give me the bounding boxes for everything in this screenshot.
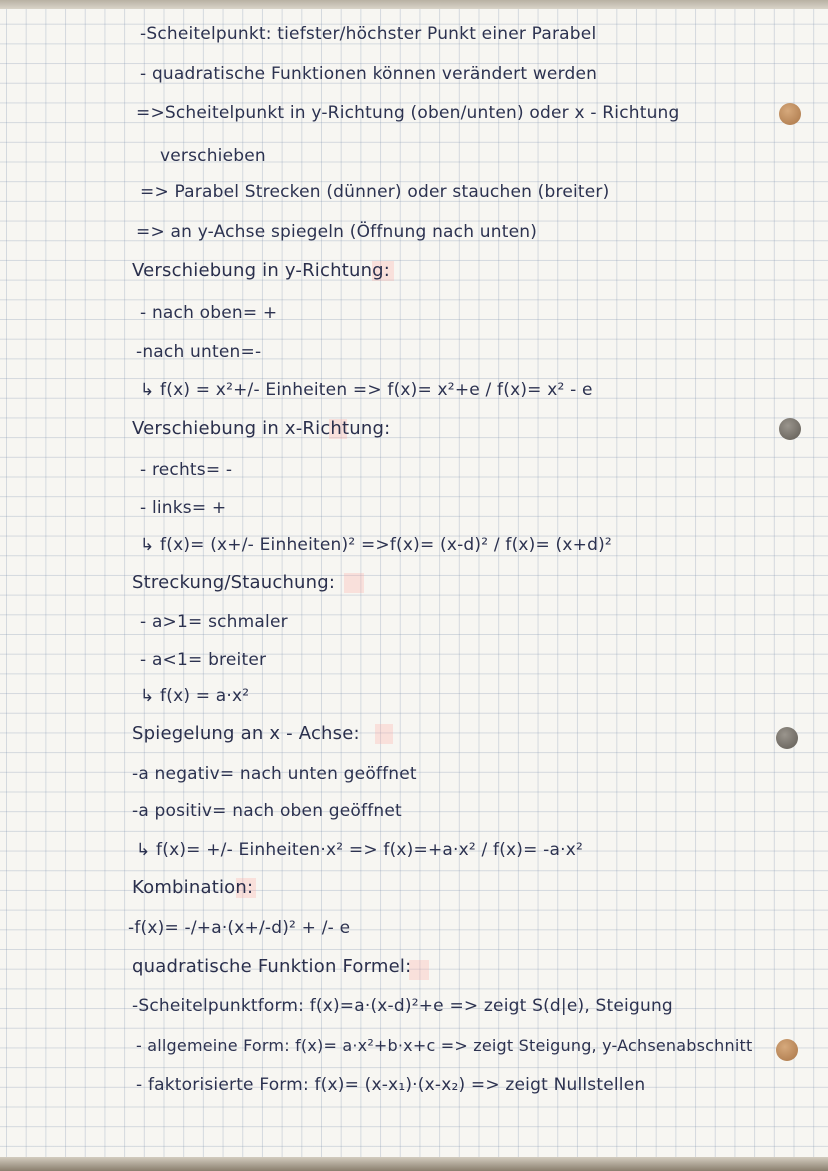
highlight-mark — [344, 573, 364, 593]
section-heading: Verschiebung in x-Richtung: — [132, 418, 391, 439]
note-line: -a positiv= nach oben geöffnet — [132, 801, 402, 821]
note-line: - quadratische Funktionen können verändert werden — [140, 64, 598, 84]
note-line: - nach oben= + — [140, 303, 278, 323]
note-line: =>Scheitelpunkt in y-Richtung (oben/unten) oder x - Richtung — [136, 103, 680, 123]
section-heading: Spiegelung an x - Achse: — [132, 723, 360, 744]
punch-hole-3 — [776, 727, 798, 749]
note-line: - faktorisierte Form: f(x)= (x-x₁)·(x-x₂) => zeigt Nullstellen — [136, 1075, 646, 1095]
note-line: - a<1= breiter — [140, 650, 267, 670]
note-line: verschieben — [160, 146, 266, 166]
page-bottom-edge — [0, 1157, 828, 1171]
section-heading: quadratische Funktion Formel: — [132, 956, 412, 977]
formula-line: ↳ f(x)= (x+/- Einheiten)² =>f(x)= (x-d)² / f(x)= (x+d)² — [140, 535, 612, 555]
note-line: - a>1= schmaler — [140, 612, 288, 632]
section-heading: Verschiebung in y-Richtung: — [132, 260, 391, 281]
highlight-mark — [375, 724, 393, 744]
note-line: - links= + — [140, 498, 227, 518]
formula-line: -f(x)= -/+a·(x+/-d)² + /- e — [128, 918, 351, 938]
note-line: -a negativ= nach unten geöffnet — [132, 764, 417, 784]
section-heading: Streckung/Stauchung: — [132, 572, 336, 593]
punch-hole-4 — [776, 1039, 798, 1061]
section-heading: Kombination: — [132, 877, 254, 898]
note-line: => an y-Achse spiegeln (Öffnung nach unten) — [136, 222, 538, 242]
note-line: -Scheitelpunkt: tiefster/höchster Punkt einer Parabel — [140, 24, 597, 44]
formula-line: ↳ f(x)= +/- Einheiten·x² => f(x)=+a·x² / f(x)= -a·x² — [136, 840, 584, 860]
highlight-mark — [409, 960, 429, 980]
page-top-edge — [0, 0, 828, 9]
punch-hole-1 — [779, 103, 801, 125]
formula-line: ↳ f(x) = x²+/- Einheiten => f(x)= x²+e / f(x)= x² - e — [140, 380, 593, 400]
note-line: -Scheitelpunktform: f(x)=a·(x-d)²+e => zeigt S(d|e), Steigung — [132, 996, 673, 1016]
note-line: => Parabel Strecken (dünner) oder stauchen (breiter) — [140, 182, 610, 202]
note-line: - rechts= - — [140, 460, 233, 480]
formula-line: ↳ f(x) = a·x² — [140, 686, 250, 706]
note-line: - allgemeine Form: f(x)= a·x²+b·x+c => zeigt Steigung, y-Achsenabschnitt — [136, 1036, 753, 1055]
note-line: -nach unten=- — [136, 342, 262, 362]
punch-hole-2 — [779, 418, 801, 440]
